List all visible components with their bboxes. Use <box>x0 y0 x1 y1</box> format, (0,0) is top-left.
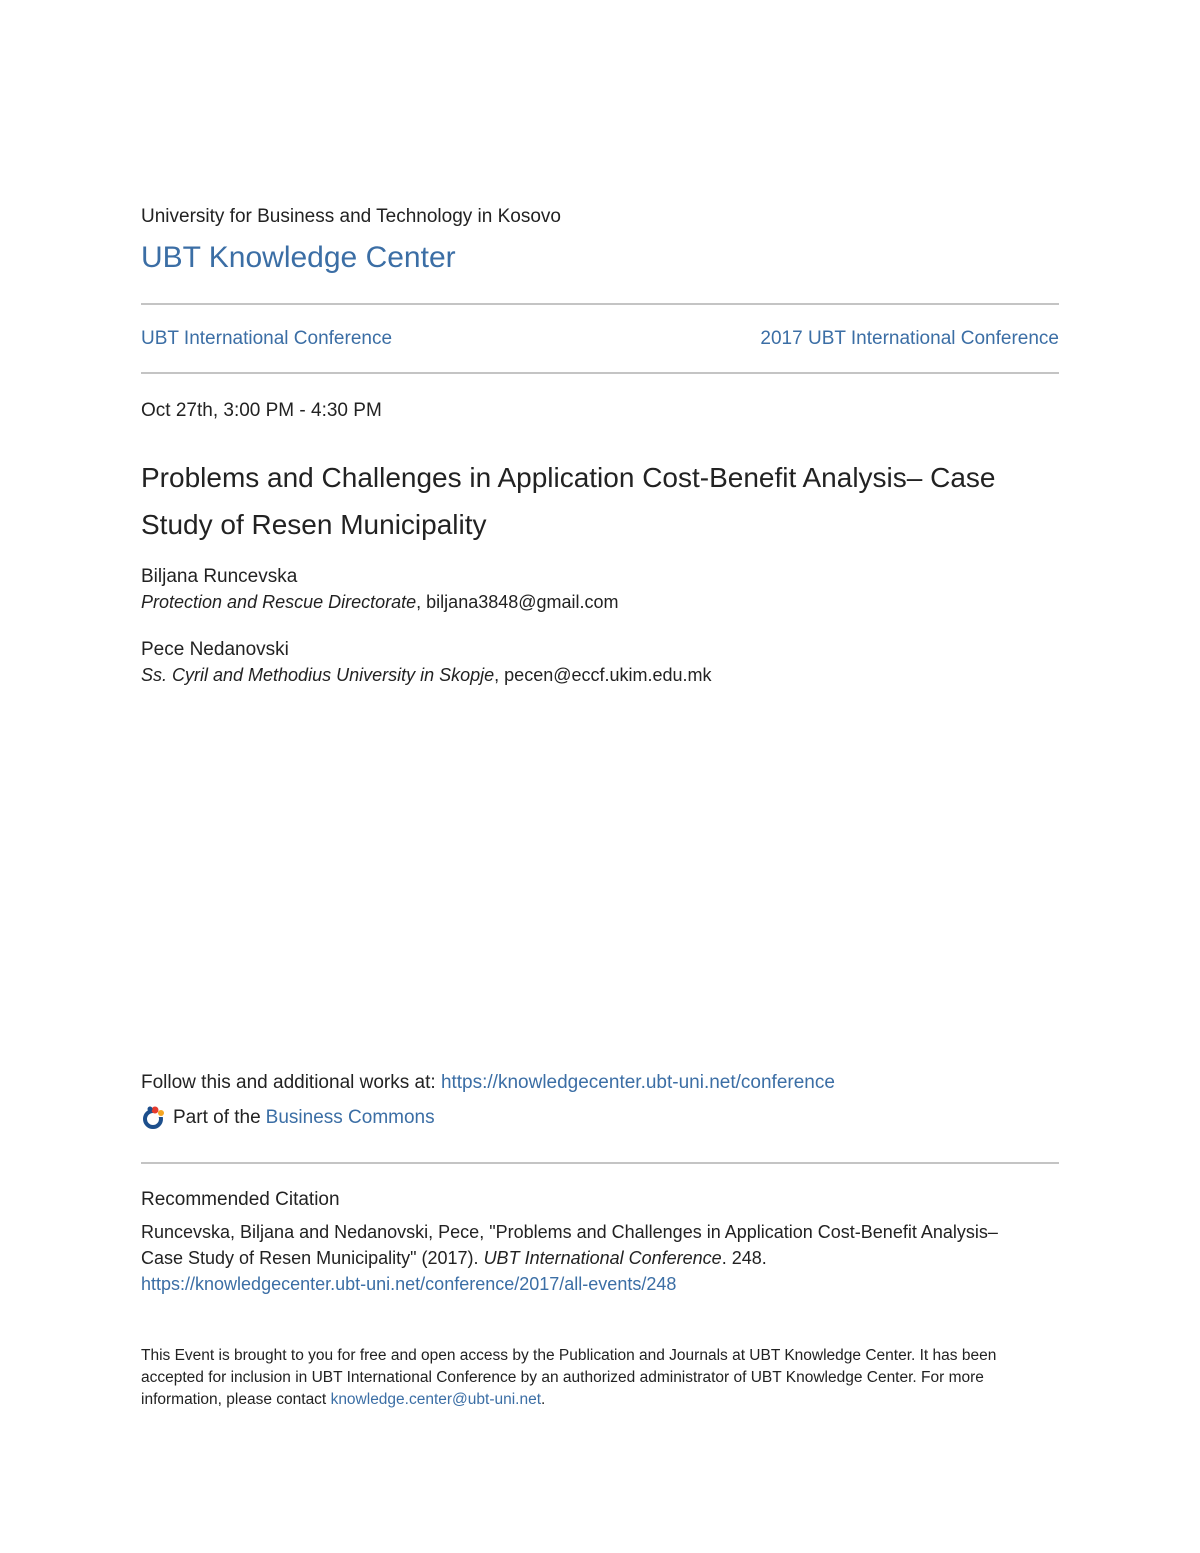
citation-heading: Recommended Citation <box>141 1189 340 1210</box>
breadcrumb-event[interactable]: 2017 UBT International Conference <box>760 328 1059 349</box>
access-end: . <box>541 1391 546 1408</box>
citation-body: Runcevska, Biljana and Nedanovski, Pece, "Problems and Challenges in Application Cost-Benefit Analysis– Case Study of Resen Municipality" (2017). <box>141 1222 998 1268</box>
follow-link[interactable]: https://knowledgecenter.ubt-uni.net/conference <box>440 1072 835 1093</box>
affiliation-name: Ss. Cyril and Methodius University in Skopje <box>141 665 495 685</box>
part-of-line <box>141 1105 435 1131</box>
affiliation-name: Protection and Rescue Directorate <box>141 592 417 612</box>
divider <box>141 303 1059 305</box>
author-affiliation: Protection and Rescue Directorate, biljana3848@gmail.com <box>141 592 619 612</box>
author-affiliation: Ss. Cyril and Methodius University in Skopje, pecen@eccf.ukim.edu.mk <box>141 665 712 685</box>
author-name: Biljana Runcevska <box>141 566 298 587</box>
author-name: Pece Nedanovski <box>141 639 289 660</box>
event-datetime: Oct 27th, 3:00 PM - 4:30 PM <box>141 400 382 421</box>
commons-logo-icon <box>141 1105 167 1131</box>
author-email: biljana3848@gmail.com <box>426 592 619 612</box>
paper-title: Problems and Challenges in Application Cost-Benefit Analysis– Case Study of Resen Municipality <box>141 462 996 540</box>
follow-label: Follow this and additional works at: <box>141 1072 441 1093</box>
citation-journal: UBT International Conference <box>483 1248 722 1268</box>
contact-email-link[interactable]: knowledge.center@ubt-uni.net <box>330 1391 542 1408</box>
institution-name: University for Business and Technology in Kosovo <box>141 206 561 227</box>
access-text: This Event is brought to you for free and open access by the Publication and Journals at UBT Knowledge Center. It has been accepted for inclusion in UBT International Conference by an authorized administrator of UBT Knowledge Center. For more information, please contact <box>141 1347 997 1408</box>
citation-number: . 248. <box>721 1248 767 1268</box>
author-email: pecen@eccf.ukim.edu.mk <box>504 665 712 685</box>
divider <box>141 1162 1059 1164</box>
author-block <box>141 639 712 686</box>
divider <box>141 372 1059 374</box>
commons-link[interactable]: Business Commons <box>265 1107 435 1128</box>
breadcrumb-series[interactable]: UBT International Conference <box>141 328 393 349</box>
part-of-label: Part of the <box>173 1107 261 1128</box>
citation-link[interactable]: https://knowledgecenter.ubt-uni.net/conference/2017/all-events/248 <box>141 1274 677 1294</box>
repository-link[interactable]: UBT Knowledge Center <box>141 241 456 274</box>
follow-line <box>141 1072 835 1094</box>
citation-text <box>141 1219 1041 1297</box>
author-block <box>141 566 619 613</box>
access-statement <box>141 1345 1046 1411</box>
